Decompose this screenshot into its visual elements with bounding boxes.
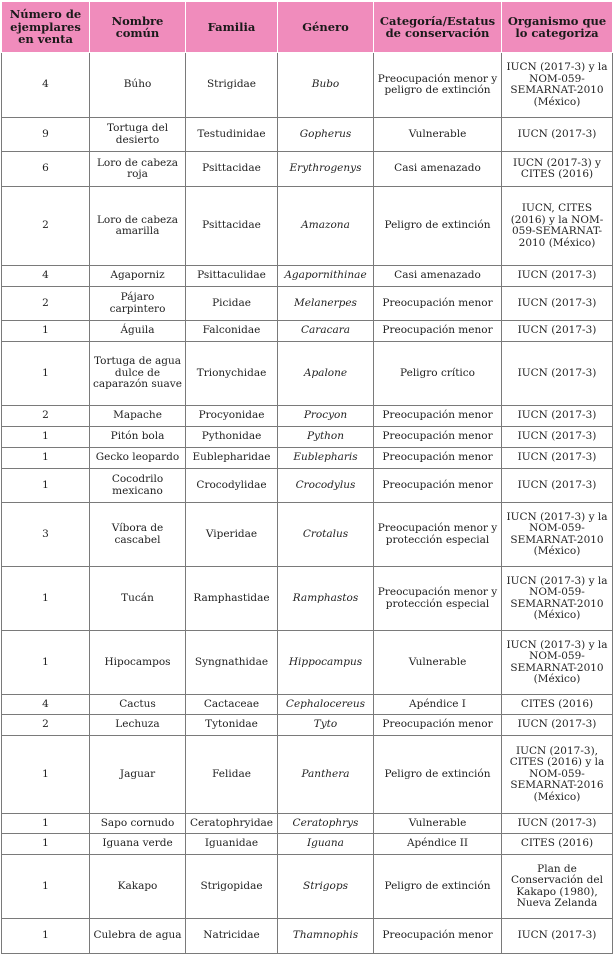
cell-count: 2 [2, 406, 90, 427]
table-row [2, 855, 613, 919]
cell-common-name: Tucán [90, 567, 186, 631]
table-row [2, 715, 613, 736]
cell-conservation-status: Peligro de extinción [374, 187, 502, 266]
cell-family: Viperidae [186, 503, 278, 567]
header-cell-common-name: Nombre común [90, 2, 186, 53]
cell-genus: Thamnophis [278, 919, 374, 954]
cell-genus: Melanerpes [278, 287, 374, 321]
cell-categorizing-body: IUCN (2017-3) [502, 266, 613, 287]
cell-family: Falconidae [186, 321, 278, 342]
cell-conservation-status: Vulnerable [374, 814, 502, 834]
cell-count: 6 [2, 152, 90, 187]
cell-count: 9 [2, 118, 90, 152]
table-row [2, 118, 613, 152]
table-row [2, 342, 613, 406]
cell-genus: Iguana [278, 834, 374, 855]
header-cell-count: Número de ejemplares en venta [2, 2, 90, 53]
cell-common-name: Lechuza [90, 715, 186, 736]
cell-categorizing-body: IUCN (2017-3) y la NOM-059-SEMARNAT-2010 (México) [502, 53, 613, 118]
cell-common-name: Sapo cornudo [90, 814, 186, 834]
cell-conservation-status: Preocupación menor [374, 406, 502, 427]
header-cell-conservation-status: Categoría/Estatus de conservación [374, 2, 502, 53]
cell-categorizing-body: IUCN (2017-3) [502, 406, 613, 427]
cell-count: 1 [2, 855, 90, 919]
cell-common-name: Jaguar [90, 736, 186, 814]
cell-conservation-status: Preocupación menor [374, 287, 502, 321]
cell-family: Strigopidae [186, 855, 278, 919]
cell-categorizing-body: IUCN (2017-3) [502, 287, 613, 321]
cell-family: Trionychidae [186, 342, 278, 406]
cell-common-name: Culebra de agua [90, 919, 186, 954]
cell-categorizing-body: Plan de Conservación del Kakapo (1980), Nueva Zelanda [502, 855, 613, 919]
table-row [2, 266, 613, 287]
cell-count: 1 [2, 919, 90, 954]
cell-categorizing-body: IUCN (2017-3) [502, 448, 613, 469]
table-row [2, 736, 613, 814]
cell-count: 2 [2, 287, 90, 321]
cell-common-name: Loro de cabeza roja [90, 152, 186, 187]
cell-categorizing-body: IUCN (2017-3), CITES (2016) y la NOM-059-SEMARNAT-2016 (México) [502, 736, 613, 814]
cell-count: 1 [2, 567, 90, 631]
table-row [2, 53, 613, 118]
cell-family: Picidae [186, 287, 278, 321]
cell-genus: Panthera [278, 736, 374, 814]
table-row [2, 321, 613, 342]
cell-count: 4 [2, 695, 90, 715]
cell-count: 1 [2, 736, 90, 814]
cell-family: Crocodylidae [186, 469, 278, 503]
cell-family: Ceratophryidae [186, 814, 278, 834]
cell-categorizing-body: IUCN (2017-3) [502, 342, 613, 406]
cell-genus: Bubo [278, 53, 374, 118]
cell-genus: Eublepharis [278, 448, 374, 469]
cell-genus: Strigops [278, 855, 374, 919]
cell-family: Felidae [186, 736, 278, 814]
cell-genus: Crotalus [278, 503, 374, 567]
cell-conservation-status: Vulnerable [374, 118, 502, 152]
cell-common-name: Iguana verde [90, 834, 186, 855]
cell-count: 4 [2, 266, 90, 287]
cell-common-name: Cocodrilo mexicano [90, 469, 186, 503]
cell-categorizing-body: IUCN (2017-3) [502, 814, 613, 834]
table-row [2, 469, 613, 503]
table-row [2, 406, 613, 427]
cell-categorizing-body: IUCN (2017-3) y la NOM-059-SEMARNAT-2010 (México) [502, 567, 613, 631]
table-row [2, 814, 613, 834]
cell-family: Psittacidae [186, 187, 278, 266]
cell-family: Natricidae [186, 919, 278, 954]
cell-common-name: Águila [90, 321, 186, 342]
cell-common-name: Hipocampos [90, 631, 186, 695]
table-row [2, 287, 613, 321]
cell-conservation-status: Apéndice II [374, 834, 502, 855]
cell-genus: Hippocampus [278, 631, 374, 695]
cell-family: Syngnathidae [186, 631, 278, 695]
cell-family: Eublepharidae [186, 448, 278, 469]
table-row [2, 427, 613, 448]
cell-categorizing-body: IUCN (2017-3) y CITES (2016) [502, 152, 613, 187]
cell-common-name: Tortuga del desierto [90, 118, 186, 152]
cell-conservation-status: Preocupación menor [374, 715, 502, 736]
cell-count: 4 [2, 53, 90, 118]
cell-family: Psittaculidae [186, 266, 278, 287]
cell-genus: Apalone [278, 342, 374, 406]
cell-conservation-status: Preocupación menor y peligro de extinción [374, 53, 502, 118]
cell-family: Ramphastidae [186, 567, 278, 631]
cell-conservation-status: Peligro de extinción [374, 855, 502, 919]
cell-common-name: Loro de cabeza amarilla [90, 187, 186, 266]
cell-common-name: Pájaro carpintero [90, 287, 186, 321]
cell-conservation-status: Apéndice I [374, 695, 502, 715]
cell-count: 1 [2, 448, 90, 469]
cell-common-name: Búho [90, 53, 186, 118]
cell-count: 1 [2, 427, 90, 448]
cell-categorizing-body: IUCN (2017-3) [502, 469, 613, 503]
cell-count: 2 [2, 715, 90, 736]
table-row [2, 503, 613, 567]
cell-conservation-status: Preocupación menor [374, 448, 502, 469]
cell-conservation-status: Preocupación menor y protección especial [374, 567, 502, 631]
cell-conservation-status: Casi amenazado [374, 266, 502, 287]
cell-family: Tytonidae [186, 715, 278, 736]
header-row [2, 2, 613, 53]
cell-genus: Caracara [278, 321, 374, 342]
cell-conservation-status: Preocupación menor [374, 427, 502, 448]
cell-conservation-status: Peligro crítico [374, 342, 502, 406]
cell-categorizing-body: IUCN (2017-3) [502, 118, 613, 152]
cell-conservation-status: Preocupación menor [374, 919, 502, 954]
cell-conservation-status: Vulnerable [374, 631, 502, 695]
cell-family: Strigidae [186, 53, 278, 118]
cell-count: 1 [2, 814, 90, 834]
cell-family: Cactaceae [186, 695, 278, 715]
table-row [2, 919, 613, 954]
cell-count: 1 [2, 342, 90, 406]
cell-genus: Ceratophrys [278, 814, 374, 834]
cell-common-name: Agaporniz [90, 266, 186, 287]
table-row [2, 448, 613, 469]
cell-conservation-status: Casi amenazado [374, 152, 502, 187]
table-row [2, 567, 613, 631]
cell-genus: Amazona [278, 187, 374, 266]
cell-family: Iguanidae [186, 834, 278, 855]
header-cell-family: Familia [186, 2, 278, 53]
cell-genus: Python [278, 427, 374, 448]
cell-conservation-status: Peligro de extinción [374, 736, 502, 814]
table-row [2, 631, 613, 695]
table-row [2, 187, 613, 266]
cell-genus: Procyon [278, 406, 374, 427]
table-row [2, 152, 613, 187]
cell-categorizing-body: IUCN, CITES (2016) y la NOM-059-SEMARNAT-2010 (México) [502, 187, 613, 266]
species-conservation-table [1, 1, 613, 954]
table-row [2, 834, 613, 855]
cell-common-name: Víbora de cascabel [90, 503, 186, 567]
cell-categorizing-body: IUCN (2017-3) y la NOM-059-SEMARNAT-2010 (México) [502, 631, 613, 695]
cell-genus: Gopherus [278, 118, 374, 152]
cell-count: 1 [2, 631, 90, 695]
cell-conservation-status: Preocupación menor [374, 469, 502, 503]
cell-common-name: Mapache [90, 406, 186, 427]
cell-common-name: Kakapo [90, 855, 186, 919]
cell-common-name: Tortuga de agua dulce de caparazón suave [90, 342, 186, 406]
cell-categorizing-body: CITES (2016) [502, 834, 613, 855]
cell-family: Psittacidae [186, 152, 278, 187]
cell-categorizing-body: IUCN (2017-3) [502, 321, 613, 342]
cell-categorizing-body: IUCN (2017-3) [502, 919, 613, 954]
cell-count: 1 [2, 834, 90, 855]
cell-conservation-status: Preocupación menor y protección especial [374, 503, 502, 567]
cell-count: 1 [2, 469, 90, 503]
cell-genus: Crocodylus [278, 469, 374, 503]
cell-common-name: Gecko leopardo [90, 448, 186, 469]
cell-family: Testudinidae [186, 118, 278, 152]
cell-conservation-status: Preocupación menor [374, 321, 502, 342]
cell-count: 1 [2, 321, 90, 342]
cell-count: 2 [2, 187, 90, 266]
cell-common-name: Cactus [90, 695, 186, 715]
header-cell-categorizing-body: Organismo que lo categoriza [502, 2, 613, 53]
table-row [2, 695, 613, 715]
cell-genus: Agapornithinae [278, 266, 374, 287]
cell-count: 3 [2, 503, 90, 567]
cell-family: Pythonidae [186, 427, 278, 448]
cell-common-name: Pitón bola [90, 427, 186, 448]
cell-genus: Erythrogenys [278, 152, 374, 187]
header-cell-genus: Género [278, 2, 374, 53]
cell-categorizing-body: IUCN (2017-3) [502, 715, 613, 736]
cell-categorizing-body: IUCN (2017-3) [502, 427, 613, 448]
cell-categorizing-body: IUCN (2017-3) y la NOM-059-SEMARNAT-2010 (México) [502, 503, 613, 567]
cell-categorizing-body: CITES (2016) [502, 695, 613, 715]
cell-genus: Tyto [278, 715, 374, 736]
cell-genus: Ramphastos [278, 567, 374, 631]
cell-family: Procyonidae [186, 406, 278, 427]
cell-genus: Cephalocereus [278, 695, 374, 715]
